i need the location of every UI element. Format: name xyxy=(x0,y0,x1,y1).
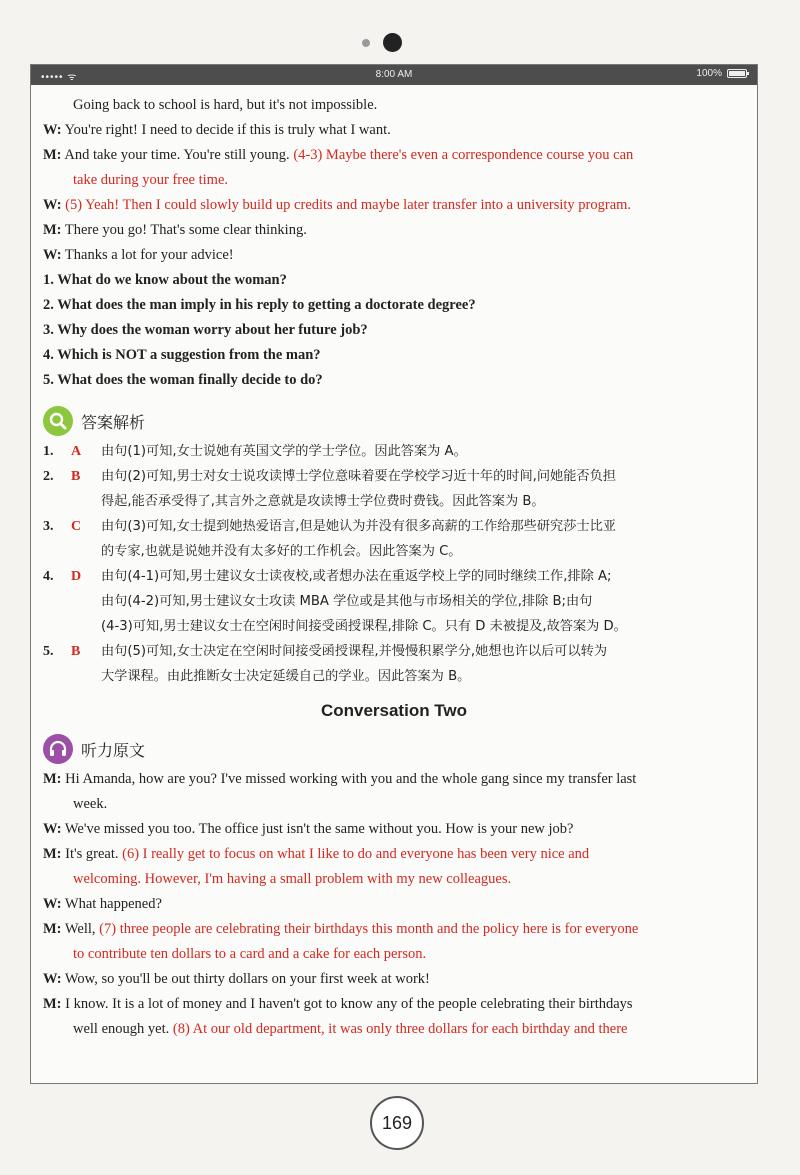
explanation-line: 的专家,也就是说她并没有太多好的工作机会。因此答案为 C。 xyxy=(101,544,462,559)
dialogue-line xyxy=(43,218,745,243)
explanation-line: 由句(4-2)可知,男士建议女士攻读 MBA 学位或是其他与市场相关的学位,排除 B;由句 xyxy=(101,594,593,609)
answer-item xyxy=(43,564,745,639)
dialogue-line xyxy=(43,193,745,218)
explanation-line: 由句(1)可知,女士说她有英国文学的学士学位。因此答案为 A。 xyxy=(101,444,467,459)
speaker-label: M: xyxy=(43,921,62,937)
magnifier-icon xyxy=(43,406,73,436)
dialogue-text: There you go! That's some clear thinking. xyxy=(64,222,307,238)
dialogue-line xyxy=(43,93,745,118)
highlighted-text: (5) Yeah! Then I could slowly build up credits and maybe later transfer into a university program. xyxy=(65,197,632,213)
dialogue-line xyxy=(43,867,745,892)
explanation-line: 由句(4-1)可知,男士建议女士读夜校,或者想办法在重返学校上学的同时继续工作,排除 A; xyxy=(101,569,612,584)
highlighted-text: (4-3) Maybe there's even a correspondence course you can xyxy=(293,147,634,163)
dialogue-text: You're right! I need to decide if this is truly what I want. xyxy=(64,122,391,138)
answer-letter: A xyxy=(71,444,82,459)
highlighted-text: take during your free time. xyxy=(73,172,229,188)
speaker-label: M: xyxy=(43,846,62,862)
question-list xyxy=(43,268,745,393)
question-item: 4. Which is NOT a suggestion from the man? xyxy=(43,347,321,363)
dialogue-text: week. xyxy=(73,796,108,812)
answer-explanation xyxy=(101,439,467,464)
speaker-label: M: xyxy=(43,996,62,1012)
dialogue-line xyxy=(43,992,745,1017)
explanation-line: 由句(2)可知,男士对女士说攻读博士学位意味着要在学校学习近十年的时间,问她能否负担 xyxy=(101,469,616,484)
script-section-title: 听力原文 xyxy=(81,740,146,760)
speaker-label: W: xyxy=(43,821,62,837)
question-item: 1. What do we know about the woman? xyxy=(43,272,287,288)
status-bar xyxy=(31,65,757,85)
speaker-label: W: xyxy=(43,197,62,213)
dialogue-text: It's great. xyxy=(65,846,123,862)
dialogue-text: What happened? xyxy=(64,896,162,912)
answer-number: 5. xyxy=(43,644,54,659)
dialogue-line xyxy=(43,767,745,792)
answer-item xyxy=(43,439,745,464)
speaker-label: W: xyxy=(43,247,62,263)
explanation-line: 大学课程。由此推断女士决定延缓自己的学业。因此答案为 B。 xyxy=(101,669,471,684)
camera-lens xyxy=(383,33,402,52)
speaker-label: W: xyxy=(43,971,62,987)
dialogue-line xyxy=(43,118,745,143)
answer-list xyxy=(43,439,745,689)
explanation-line: 由句(5)可知,女士决定在空闲时间接受函授课程,并慢慢积累学分,她想也许以后可以转为 xyxy=(101,644,608,659)
battery-status xyxy=(696,68,747,79)
answer-number: 3. xyxy=(43,519,54,534)
dialogue-line xyxy=(43,892,745,917)
dialogue-line xyxy=(43,1017,745,1042)
page-content xyxy=(43,93,745,1042)
dialogue-line xyxy=(43,792,745,817)
answer-number: 1. xyxy=(43,444,54,459)
device-camera xyxy=(362,32,422,52)
answer-number: 2. xyxy=(43,469,54,484)
answer-explanation xyxy=(101,639,607,689)
dialogue-text: Thanks a lot for your advice! xyxy=(64,247,234,263)
status-time: 8:00 AM xyxy=(375,69,413,80)
answer-item xyxy=(43,639,745,689)
tablet-screen xyxy=(30,64,758,1084)
speaker-label: W: xyxy=(43,896,62,912)
answer-item xyxy=(43,464,745,514)
dialogue-line xyxy=(43,143,745,168)
explanation-line: (4-3)可知,男士建议女士在空闲时间接受函授课程,排除 C。只有 D 未被提及,故答案为 D。 xyxy=(101,619,627,634)
highlighted-text: (6) I really get to focus on what I like to do and everyone has been very nice and xyxy=(122,846,590,862)
headphones-icon xyxy=(43,734,73,764)
dialogue-line xyxy=(43,942,745,967)
answer-letter: C xyxy=(71,519,82,534)
dialogue-text: Wow, so you'll be out thirty dollars on your first week at work! xyxy=(64,971,430,987)
answer-item xyxy=(43,514,745,564)
question-item: 3. Why does the woman worry about her future job? xyxy=(43,322,368,338)
answer-letter: B xyxy=(71,469,81,484)
speaker-label: M: xyxy=(43,222,62,238)
dialogue-text: Well, xyxy=(64,921,100,937)
highlighted-text: (8) At our old department, it was only three dollars for each birthday and there xyxy=(172,1021,628,1037)
script-section-header xyxy=(43,731,745,767)
signal-indicator: ••••• ᯤ xyxy=(41,72,78,83)
answer-section-title: 答案解析 xyxy=(81,412,146,432)
dialogue-text: Hi Amanda, how are you? I've missed working with you and the whole gang since my transfer last xyxy=(65,771,637,787)
dialogue-text: We've missed you too. The office just isn't the same without you. How is your new job? xyxy=(64,821,574,837)
highlighted-text: to contribute ten dollars to a card and a cake for each person. xyxy=(73,946,427,962)
answer-explanation xyxy=(101,514,616,564)
dialogue-line xyxy=(43,243,745,268)
dialogue-line xyxy=(43,842,745,867)
explanation-line: 得起,能否承受得了,其言外之意就是攻读博士学位费时费钱。因此答案为 B。 xyxy=(101,494,545,509)
answer-letter: D xyxy=(71,569,82,584)
question-item: 2. What does the man imply in his reply to getting a doctorate degree? xyxy=(43,297,476,313)
dialogue-line xyxy=(43,168,745,193)
answer-section-header xyxy=(43,403,745,439)
answer-number: 4. xyxy=(43,569,54,584)
highlighted-text: welcoming. However, I'm having a small problem with my new colleagues. xyxy=(73,871,512,887)
page-number: 169 xyxy=(370,1096,424,1150)
dialogue-text: And take your time. You're still young. xyxy=(64,147,294,163)
speaker-label: M: xyxy=(43,147,62,163)
battery-percent: 100% xyxy=(696,68,722,79)
dialogue-line xyxy=(43,817,745,842)
dialogue-text: Going back to school is hard, but it's not impossible. xyxy=(73,97,378,113)
dialogue-two xyxy=(43,767,745,1042)
speaker-label: M: xyxy=(43,771,62,787)
speaker-label: W: xyxy=(43,122,62,138)
dialogue-text: well enough yet. xyxy=(73,1021,173,1037)
dialogue-one xyxy=(43,93,745,268)
explanation-line: 由句(3)可知,女士提到她热爱语言,但是她认为并没有很多高薪的工作给那些研究莎士比亚 xyxy=(101,519,616,534)
dialogue-line xyxy=(43,967,745,992)
camera-sensor xyxy=(362,39,370,47)
dialogue-line xyxy=(43,917,745,942)
battery-icon xyxy=(727,69,747,78)
answer-letter: B xyxy=(71,644,81,659)
question-item: 5. What does the woman finally decide to do? xyxy=(43,372,323,388)
answer-explanation xyxy=(101,464,616,514)
answer-explanation xyxy=(101,564,627,639)
highlighted-text: (7) three people are celebrating their birthdays this month and the policy here is for everyone xyxy=(99,921,639,937)
conversation-title: Conversation Two xyxy=(320,701,468,720)
dialogue-text: I know. It is a lot of money and I haven't got to know any of the people celebrating their birthdays xyxy=(65,996,633,1012)
